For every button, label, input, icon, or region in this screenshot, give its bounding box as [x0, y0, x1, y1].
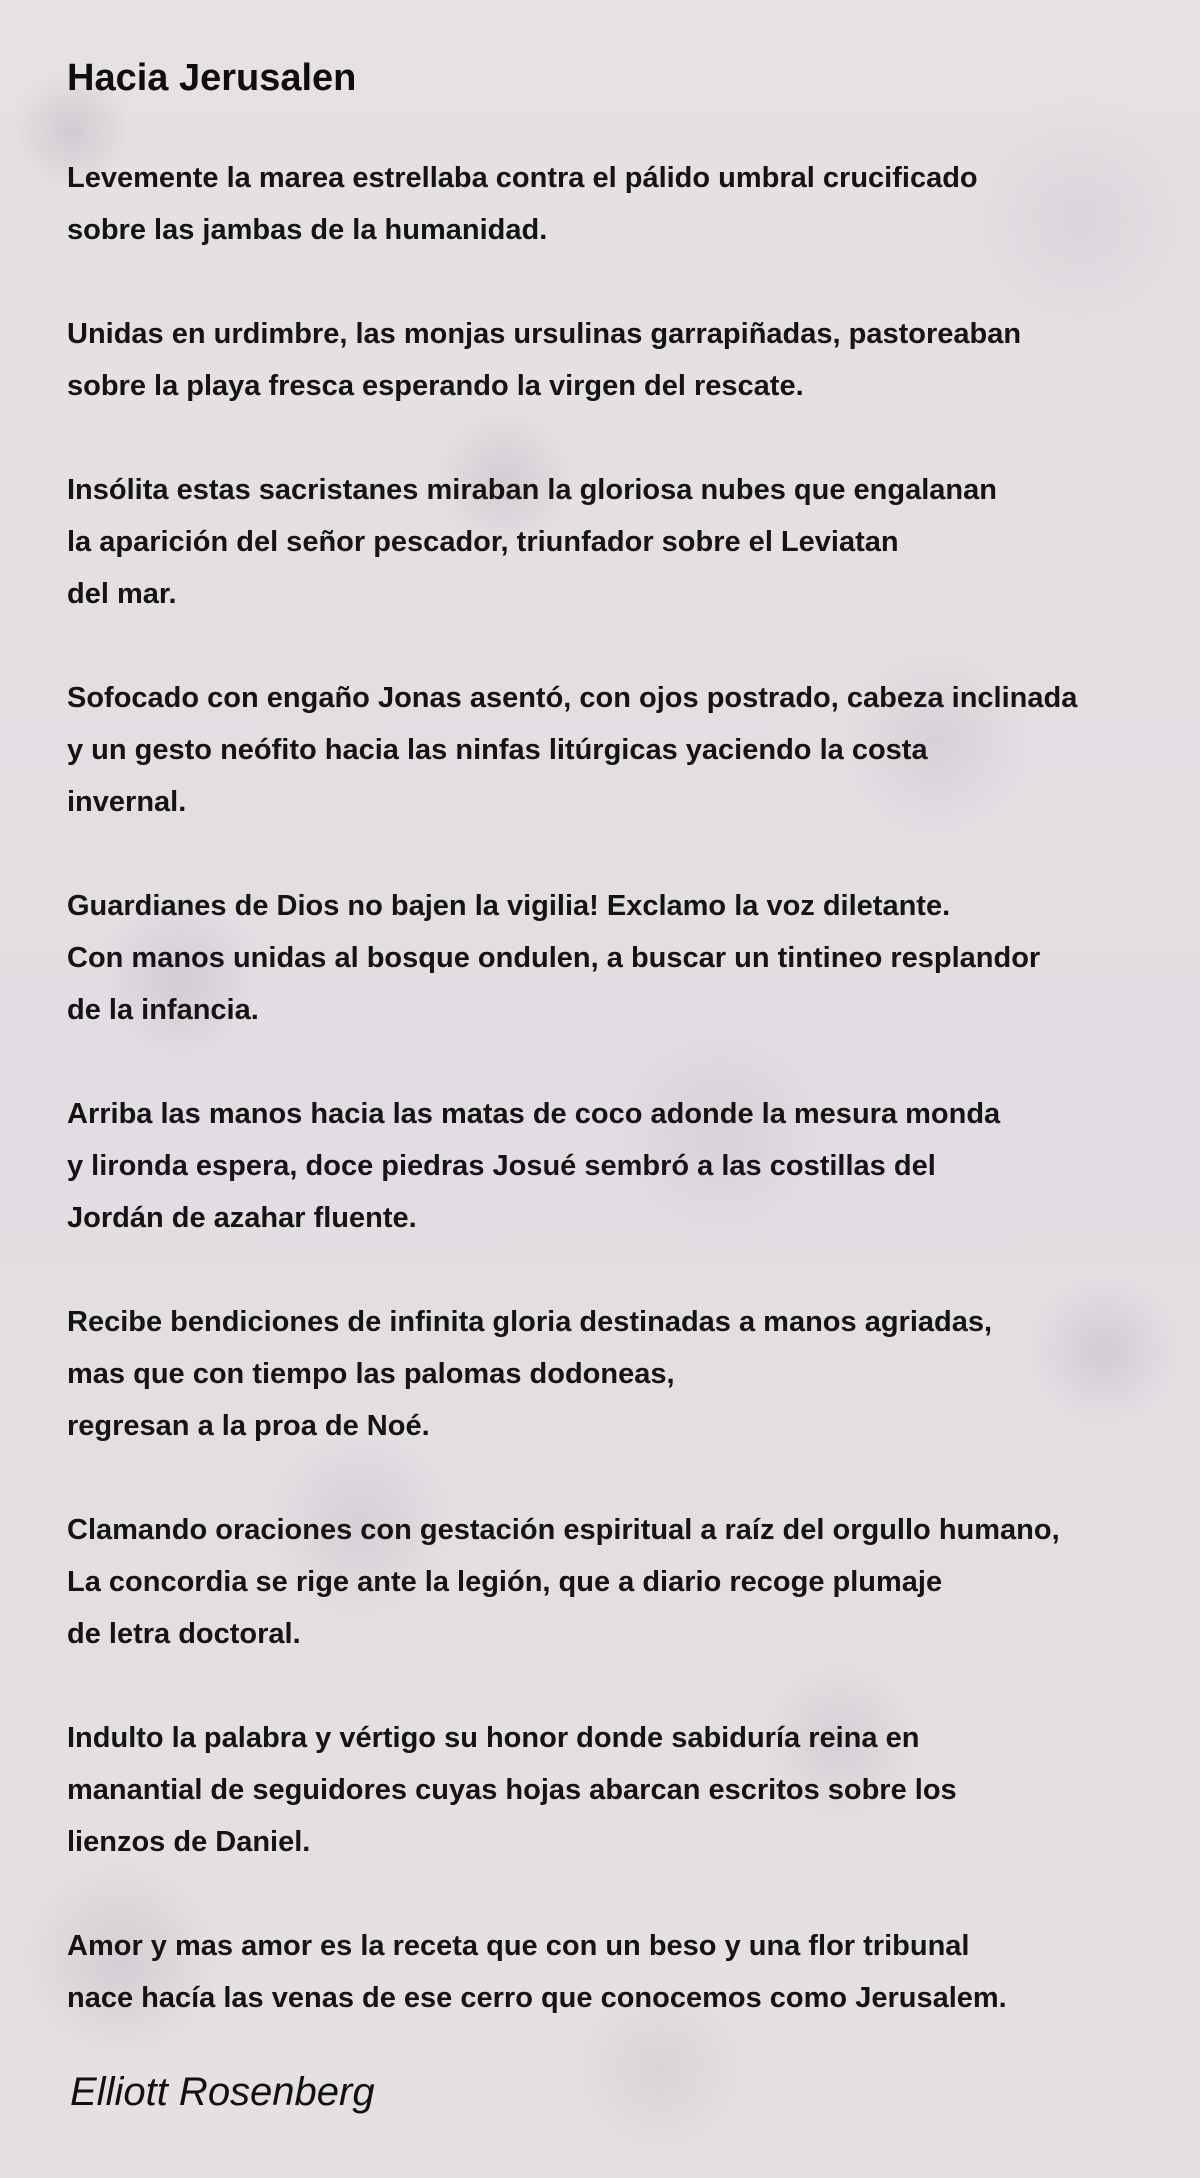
stanza-6: [67, 1088, 1187, 1244]
stanza-5: [67, 880, 1187, 1036]
poem-line: Guardianes de Dios no bajen la vigilia! Exclamo la voz diletante.: [67, 890, 951, 922]
poem-container: [67, 48, 1187, 2076]
poem-line: manantial de seguidores cuyas hojas abarcan escritos sobre los: [67, 1774, 957, 1806]
poem-line: invernal.: [67, 786, 187, 818]
poem-line: del mar.: [67, 578, 177, 610]
poem-line: Recibe bendiciones de infinita gloria destinadas a manos agriadas,: [67, 1306, 993, 1338]
poem-line: nace hacía las venas de ese cerro que conocemos como Jerusalem.: [67, 1982, 1007, 2014]
poem-line: y lironda espera, doce piedras Josué sembró a las costillas del: [67, 1150, 936, 1182]
poem-line: de letra doctoral.: [67, 1618, 301, 1650]
poem-line: de la infancia.: [67, 994, 259, 1026]
poem-line: regresan a la proa de Noé.: [67, 1410, 430, 1442]
poem-line: sobre las jambas de la humanidad.: [67, 214, 548, 246]
poem-line: la aparición del señor pescador, triunfador sobre el Leviatan: [67, 526, 899, 558]
stanza-2: [67, 308, 1187, 412]
stanza-8: [67, 1504, 1187, 1660]
poem-line: mas que con tiempo las palomas dodoneas,: [67, 1358, 675, 1390]
poem-line: Indulto la palabra y vértigo su honor donde sabiduría reina en: [67, 1722, 920, 1754]
poem-line: sobre la playa fresca esperando la virgen del rescate.: [67, 370, 804, 402]
stanza-1: [67, 152, 1187, 256]
poem-line: Sofocado con engaño Jonas asentó, con ojos postrado, cabeza inclinada: [67, 682, 1078, 714]
poem-author: Elliott Rosenberg: [70, 2070, 375, 2114]
stanza-10: [67, 1920, 1187, 2024]
stanza-3: [67, 464, 1187, 620]
poem-line: Clamando oraciones con gestación espiritual a raíz del orgullo humano,: [67, 1514, 1060, 1546]
stanza-7: [67, 1296, 1187, 1452]
poem-line: Levemente la marea estrellaba contra el pálido umbral crucificado: [67, 162, 978, 194]
poem-line: lienzos de Daniel.: [67, 1826, 311, 1858]
stanza-4: [67, 672, 1187, 828]
poem-line: Unidas en urdimbre, las monjas ursulinas garrapiñadas, pastoreaban: [67, 318, 1022, 350]
poem-line: y un gesto neófito hacia las ninfas litúrgicas yaciendo la costa: [67, 734, 928, 766]
poem-line: Amor y mas amor es la receta que con un beso y una flor tribunal: [67, 1930, 970, 1962]
stanza-9: [67, 1712, 1187, 1868]
poem-line: Arriba las manos hacia las matas de coco adonde la mesura monda: [67, 1098, 1001, 1130]
poem-line: Con manos unidas al bosque ondulen, a buscar un tintineo resplandor: [67, 942, 1041, 974]
poem-line: Jordán de azahar fluente.: [67, 1202, 417, 1234]
poem-line: La concordia se rige ante la legión, que a diario recoge plumaje: [67, 1566, 943, 1598]
poem-line: Insólita estas sacristanes miraban la gloriosa nubes que engalanan: [67, 474, 997, 506]
poem-title: Hacia Jerusalen: [67, 57, 357, 99]
